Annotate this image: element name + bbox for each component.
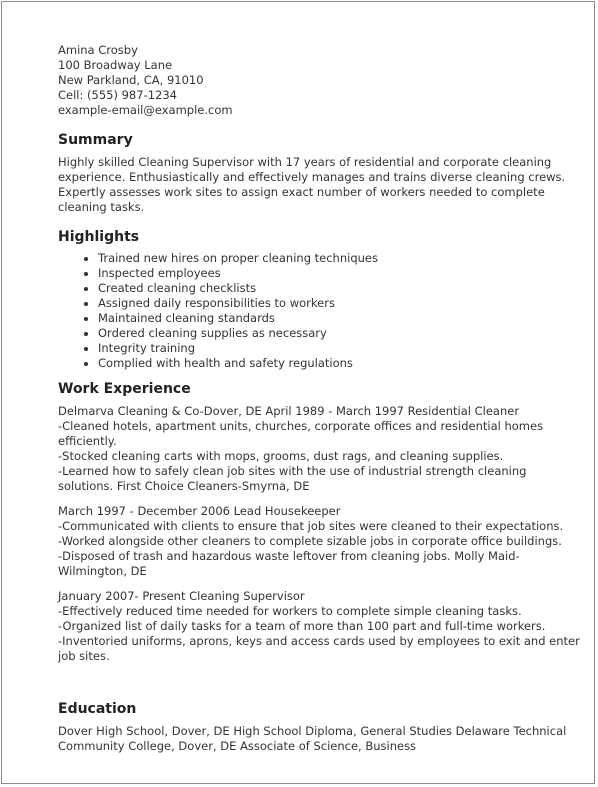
education-heading: Education xyxy=(58,701,137,717)
highlights-section xyxy=(58,228,583,371)
education-section xyxy=(58,700,583,754)
contact-street: 100 Broadway Lane xyxy=(58,58,173,72)
job-line: -Cleaned hotels, apartment units, churches, corporate offices and residential homes efficiently. xyxy=(58,419,544,448)
job-line: -Inventoried uniforms, aprons, keys and access cards used by employees to exit and enter job sites. xyxy=(58,634,580,663)
summary-text: Highly skilled Cleaning Supervisor with 17 years of residential and corporate cleaning experience. Enthusiastically and effectively manages and trains diverse cleaning crews. Expertly assesses work sites to assign exact number of workers needed to complete cleaning tasks. xyxy=(58,155,566,214)
job-title: January 2007- Present Cleaning Supervisor xyxy=(58,589,305,603)
job-entry xyxy=(58,504,583,579)
contact-cell: Cell: (555) 987-1234 xyxy=(58,88,177,102)
resume-content xyxy=(58,43,583,754)
job-entry xyxy=(58,589,583,664)
highlight-item: • Integrity training xyxy=(98,341,583,356)
highlight-item: • Trained new hires on proper cleaning techniques xyxy=(98,251,583,266)
resume-page xyxy=(1,1,595,784)
job-line: -Communicated with clients to ensure that job sites were cleaned to their expectations. xyxy=(58,519,564,533)
job-line: -Disposed of trash and hazardous waste leftover from cleaning jobs. Molly Maid-Wilmington, DE xyxy=(58,549,520,578)
contact-name: Amina Crosby xyxy=(58,43,138,57)
highlights-list xyxy=(58,251,583,371)
highlight-item: • Complied with health and safety regulations xyxy=(98,356,583,371)
job-line: -Stocked cleaning carts with mops, grooms, dust rags, and cleaning supplies. xyxy=(58,449,504,463)
job-line: -Learned how to safely clean job sites with the use of industrial strength cleaning solutions. First Choice Cleaners-Smyrna, DE xyxy=(58,464,527,493)
job-line: -Worked alongside other cleaners to complete sizable jobs in corporate office buildings. xyxy=(58,534,562,548)
highlights-heading: Highlights xyxy=(58,229,140,245)
contact-block xyxy=(58,43,583,118)
work-experience-heading: Work Experience xyxy=(58,381,191,397)
contact-city: New Parkland, CA, 91010 xyxy=(58,73,204,87)
highlight-item: • Assigned daily responsibilities to workers xyxy=(98,296,583,311)
work-experience-section xyxy=(58,380,583,664)
highlight-item: • Created cleaning checklists xyxy=(98,281,583,296)
summary-heading: Summary xyxy=(58,132,133,148)
contact-email: example-email@example.com xyxy=(58,103,233,117)
highlight-item: • Inspected employees xyxy=(98,266,583,281)
job-line: -Organized list of daily tasks for a team of more than 100 part and full-time workers. xyxy=(58,619,546,633)
job-title: Delmarva Cleaning & Co-Dover, DE April 1989 - March 1997 Residential Cleaner xyxy=(58,404,520,418)
education-text: Dover High School, Dover, DE High School Diploma, General Studies Delaware Technical Community College, Dover, DE Associate of Science, Business xyxy=(58,724,567,753)
job-line: -Effectively reduced time needed for workers to complete simple cleaning tasks. xyxy=(58,604,522,618)
highlight-item: • Ordered cleaning supplies as necessary xyxy=(98,326,583,341)
summary-section xyxy=(58,131,583,215)
job-title: March 1997 - December 2006 Lead Housekeeper xyxy=(58,504,341,518)
highlight-item: • Maintained cleaning standards xyxy=(98,311,583,326)
job-entry xyxy=(58,404,583,494)
